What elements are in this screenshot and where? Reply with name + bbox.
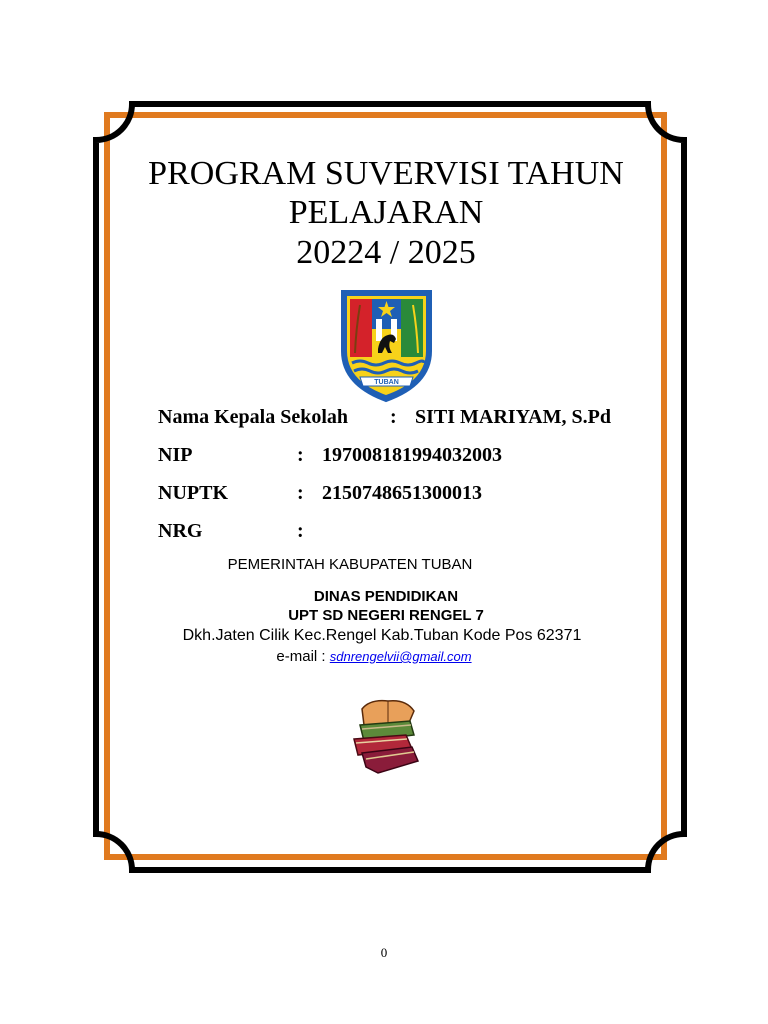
dinas-name: DINAS PENDIDIKAN xyxy=(313,588,459,605)
nip-colon: : xyxy=(297,444,304,466)
nuptk-label: NUPTK xyxy=(158,482,228,504)
page-number: 0 xyxy=(380,945,388,960)
government-name: PEMERINTAH KABUPATEN TUBAN xyxy=(227,556,473,573)
nuptk-value: 2150748651300013 xyxy=(322,482,482,504)
email-label: e-mail : xyxy=(276,648,326,665)
email-line xyxy=(84,647,664,666)
email-link[interactable]: sdnrengelvii@gmail.com xyxy=(329,649,472,664)
nrg-colon: : xyxy=(297,520,304,542)
info-row-nip xyxy=(158,443,658,467)
kepala-colon: : xyxy=(390,406,397,428)
nip-label: NIP xyxy=(158,444,193,466)
nip-value: 197008181994032003 xyxy=(322,444,502,466)
document-title-line2: PELAJARAN xyxy=(288,194,484,231)
info-row-kepala xyxy=(158,405,658,429)
document-title-year: 20224 / 2025 xyxy=(296,234,476,271)
kepala-label: Nama Kepala Sekolah xyxy=(158,406,349,428)
document-title-line1: PROGRAM SUVERVISI TAHUN xyxy=(148,155,624,192)
school-name: UPT SD NEGERI RENGEL 7 xyxy=(288,607,484,624)
info-row-nrg xyxy=(158,519,658,543)
info-row-nuptk xyxy=(158,481,658,505)
tuban-emblem-icon xyxy=(340,289,433,403)
emblem-ribbon-text: TUBAN xyxy=(374,379,399,386)
kepala-value: SITI MARIYAM, S.Pd xyxy=(415,406,611,428)
school-address: Dkh.Jaten Cilik Kec.Rengel Kab.Tuban Kode Pos 62371 xyxy=(182,627,582,644)
nuptk-colon: : xyxy=(297,482,304,504)
nrg-label: NRG xyxy=(158,520,203,542)
books-stack-icon xyxy=(348,697,422,775)
